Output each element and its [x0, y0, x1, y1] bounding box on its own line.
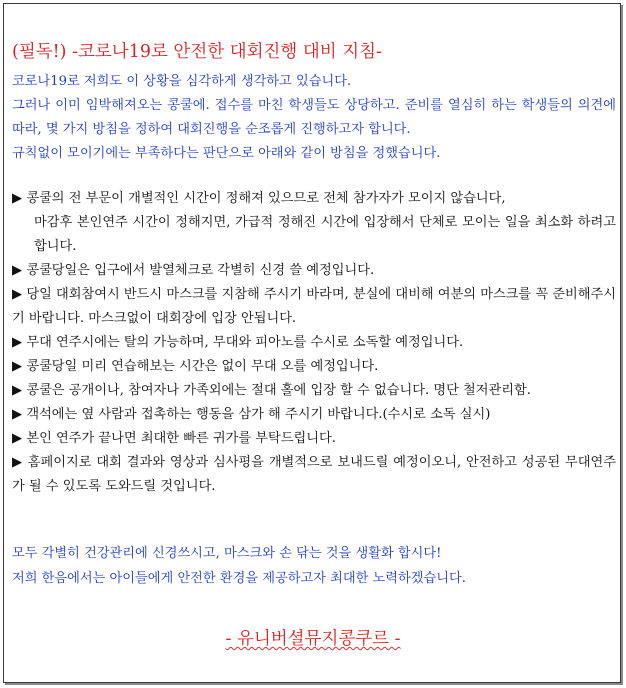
guideline-list [12, 187, 616, 499]
guideline-item: ▶ 콩쿨당일 미리 연습해보는 시간은 없이 무대 오를 예정입니다. [12, 359, 379, 374]
guideline-item: ▶ 무대 연주시에는 탈의 가능하며, 무대와 피아노를 수시로 소독할 예정입니다. [12, 335, 464, 350]
closing-line-2: 저희 한음에서는 아이들에게 안전한 환경을 제공하고자 최대한 노력하겠습니다. [12, 571, 466, 586]
guideline-item: ▶ 본인 연주가 끝나면 최대한 빠른 귀가를 부탁드립니다. [12, 431, 336, 446]
guideline-item: ▶ 콩쿨당일은 입구에서 발열체크로 각별히 신경 쓸 예정입니다. [12, 263, 375, 278]
closing-line-1: 모두 각별히 건강관리에 신경쓰시고, 마스크와 손 닦는 것을 생활화 합시다! [12, 546, 442, 561]
intro-line-1: 코로나19로 저희도 이 상황을 심각하게 생각하고 있습니다. [12, 74, 352, 89]
guideline-item-continued: 마감후 본인연주 시간이 정해지면, 가급적 정해진 시간에 입장해서 단체로 모이는 일을 최소화 하려고합니다. [34, 215, 616, 254]
guideline-item: ▶ 콩쿨의 전 부문이 개별적인 시간이 정해져 있으므로 전체 참가자가 모이지 않습니다, [12, 191, 506, 206]
guideline-item: ▶ 홈페이지로 대회 결과와 영상과 심사평을 개별적으로 보내드릴 예정이오니, 안전하고 성공된 무대연주가 될 수 있도록 도와드릴 것입니다. [12, 455, 616, 494]
guideline-item: ▶ 콩쿨은 공개이나, 참여자나 가족외에는 절대 홀에 입장 할 수 없습니다. 명단 철저관리함. [12, 383, 531, 398]
intro-section [12, 70, 616, 166]
closing-section [12, 541, 616, 591]
notice-frame [3, 3, 621, 683]
intro-line-3: 규칙없이 모이기에는 부족하다는 판단으로 아래와 같이 방침을 정했습니다. [12, 146, 441, 161]
organizer-signature [0, 625, 626, 650]
notice-title: (필독!) -코로나19로 안전한 대회진행 대비 지침- [12, 42, 382, 62]
signature-text: - 유니버셜뮤지콩쿠르 - [225, 629, 401, 649]
guideline-item: ▶ 당일 대회참여시 반드시 마스크를 지참해 주시기 바라며, 분실에 대비해 여분의 마스크를 꼭 준비해주시기 바랍니다. 마스크없이 대회장에 입장 안됩니다. [12, 287, 616, 326]
guideline-item: ▶ 객석에는 옆 사람과 접촉하는 행동을 삼가 해 주시기 바랍니다.(수시로 소독 실시) [12, 407, 491, 422]
intro-line-2: 그러나 이미 임박해져오는 콩쿨에. 접수를 마친 학생들도 상당하고. 준비를 열심히 하는 학생들의 의견에 따라, 몇 가지 방침을 정하여 대회진행을 순조롭게 진행하고자 합니다. [12, 98, 616, 137]
